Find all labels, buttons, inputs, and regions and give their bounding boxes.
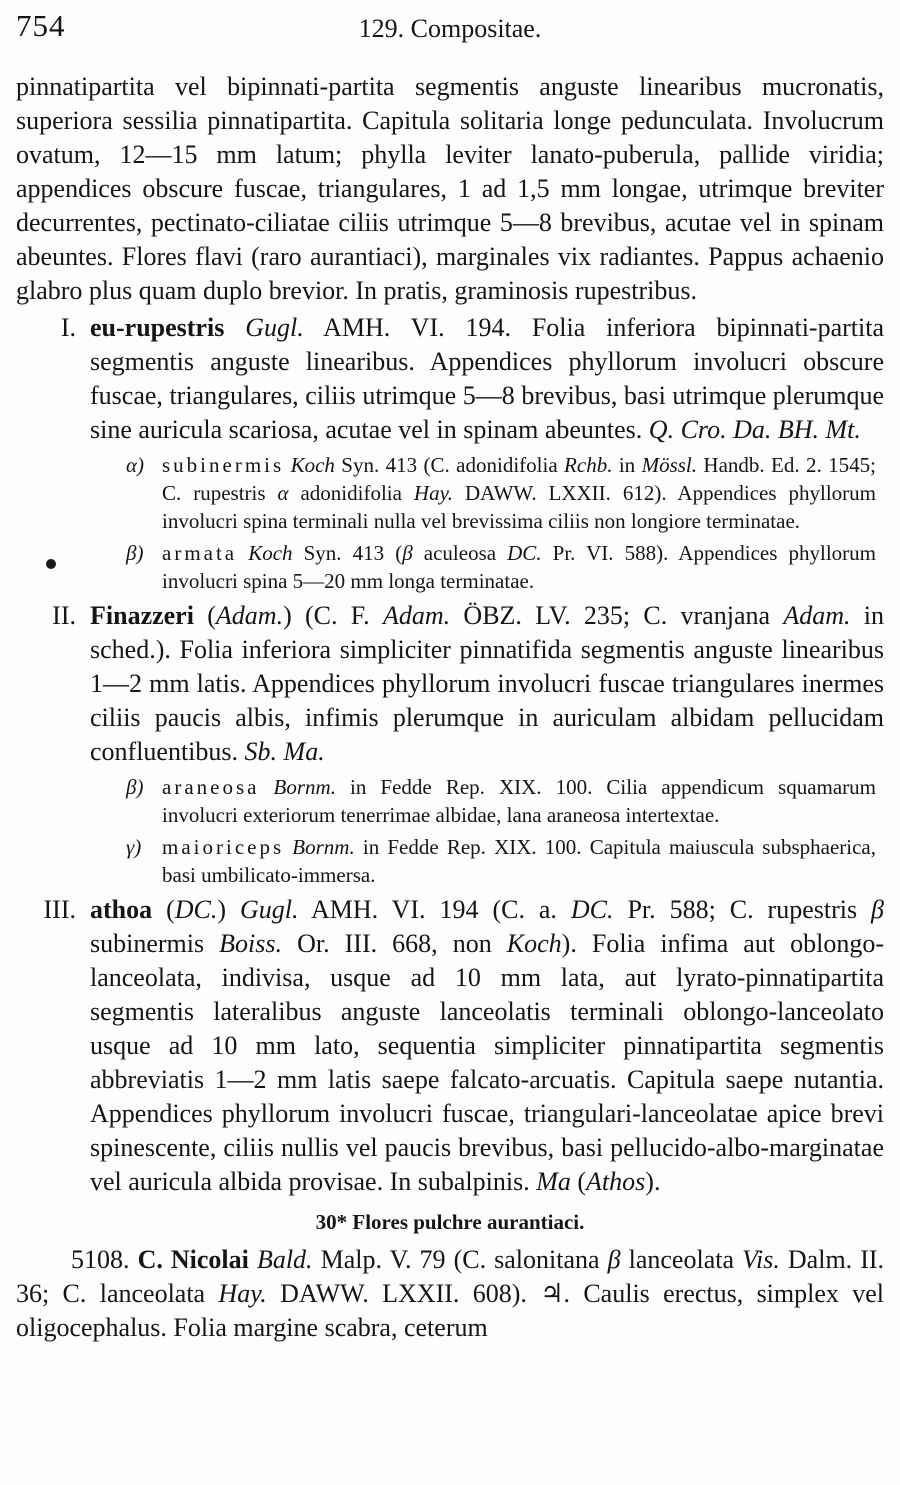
chapter-title: 129. Compositae. — [358, 14, 542, 43]
variety-gamma-label: γ) — [126, 835, 142, 859]
variety-beta-araneosa-label: β) — [126, 775, 144, 799]
variety-item-beta-araneosa — [16, 773, 884, 829]
section-1-text: eu-rupestris Gugl. AMH. VI. 194. Folia inferiora bipinnati-partita segmentis anguste linearibus. Appendices phyllorum involucri obscure fuscae, triangulares, ciliis utrimque 5—8 brevibus, basi utrimque plerumque sine auricula scariosa, acutae vel in spinam abeuntes. Q. Cro. Da. BH. Mt. — [90, 313, 884, 444]
section-1-numeral: I. — [60, 313, 76, 342]
section-2-text: Finazzeri (Adam.) (C. F. Adam. ÖBZ. LV. 235; C. vranjana Adam. in sched.). Folia inferiora simpliciter pinnatifida segmentis anguste linearibus 1—2 mm latis. Appendices phyllorum involucri fuscae triangulares inermes ciliis paucis albis, infimis plerumque in auriculam albidam pellucidam confluentibus. Sb. Ma. — [90, 601, 884, 766]
variety-beta-araneosa-text: araneosa Bornm. in Fedde Rep. XIX. 100. Cilia appendicum squamarum involucri exteriorum tenerrimae albidae, lana araneosa intertextae. — [162, 775, 877, 827]
variety-beta-armata-text: armata Koch Syn. 413 (β aculeosa DC. Pr. VI. 588). Appendices phyllorum involucri spina 5—20 mm longa terminatae. — [162, 541, 876, 593]
running-header — [0, 6, 900, 52]
page-content — [16, 70, 884, 1345]
section-2-numeral: II. — [52, 601, 76, 630]
section-3-text: athoa (DC.) Gugl. AMH. VI. 194 (C. a. DC. Pr. 588; C. rupestris β subinermis Boiss. Or. III. 668, non Koch). Folia infima aut oblongo-lanceolata, indivisa, usque ad 10 mm lata, aut lyrato-pinnatipartita segmentis lateralibus anguste lanceolatis terminali oblongo-lanceolato usque ad 10 mm lato, sequentia simpliciter pinnatipartita segmentis abbreviatis 1—2 mm latis saepe falcato-arcuatis. Capitula saepe nutantia. Appendices phyllorum involucri fuscae, triangulari-lanceolatae apice brevi spinescente, ciliis nullis vel paucis brevibus, basi pellucido-albo-marginatae vel auricula albida provisae. In subalpinis. Ma (Athos). — [90, 895, 884, 1196]
variety-gamma-text: maioriceps Bornm. in Fedde Rep. XIX. 100. Capitula maiuscula subsphaerica, basi umbilicato-immersa. — [162, 835, 876, 887]
variety-item-gamma-maioriceps — [16, 833, 884, 889]
variety-alpha-text: subinermis Koch Syn. 413 (C. adonidifolia Rchb. in Mössl. Handb. Ed. 2. 1545; C. rupestris α adonidifolia Hay. DAWW. LXXII. 612). Appendices phyllorum involucri spina terminali nulla vel brevissima ciliis non longiore terminatae. — [162, 453, 877, 533]
section-item-3 — [16, 893, 884, 1199]
section-item-1 — [16, 311, 884, 447]
group-heading: 30* Flores pulchre aurantiaci. — [315, 1210, 585, 1234]
variety-beta-armata-label: β) — [126, 541, 144, 565]
variety-item-alpha-subinermis — [16, 451, 884, 535]
section-3-numeral: III. — [43, 895, 76, 924]
intro-paragraph: pinnatipartita vel bipinnati-partita segmentis anguste linearibus mucronatis, superiora sessilia pinnatipartita. Capitula solitaria longe pedunculata. Involucrum ovatum, 12—15 mm latum; phylla leviter lanato-puberula, pallide viridia; appendices obscure fuscae, triangulares, 1 ad 1,5 mm longae, utrimque breviter decurrentes, pectinato-ciliatae ciliis utrimque 5—8 brevibus, acutae vel in spinam abeuntes. Flores flavi (raro aurantiaci), marginales vix radiantes. Pappus achaenio glabro plus quam duplo brevior. In pratis, graminosis rupestribus. — [16, 72, 884, 305]
page-number: 754 — [16, 8, 66, 43]
variety-alpha-label: α) — [126, 453, 145, 477]
variety-item-beta-armata — [16, 539, 884, 595]
section-item-2 — [16, 599, 884, 769]
species-entry-5108: 5108. C. Nicolai Bald. Malp. V. 79 (C. salonitana β lanceolata Vis. Dalm. II. 36; C. lanceolata Hay. DAWW. LXXII. 608). ♃. Caulis erectus, simplex vel oligocephalus. Folia margine scabra, ceterum — [16, 1245, 885, 1342]
